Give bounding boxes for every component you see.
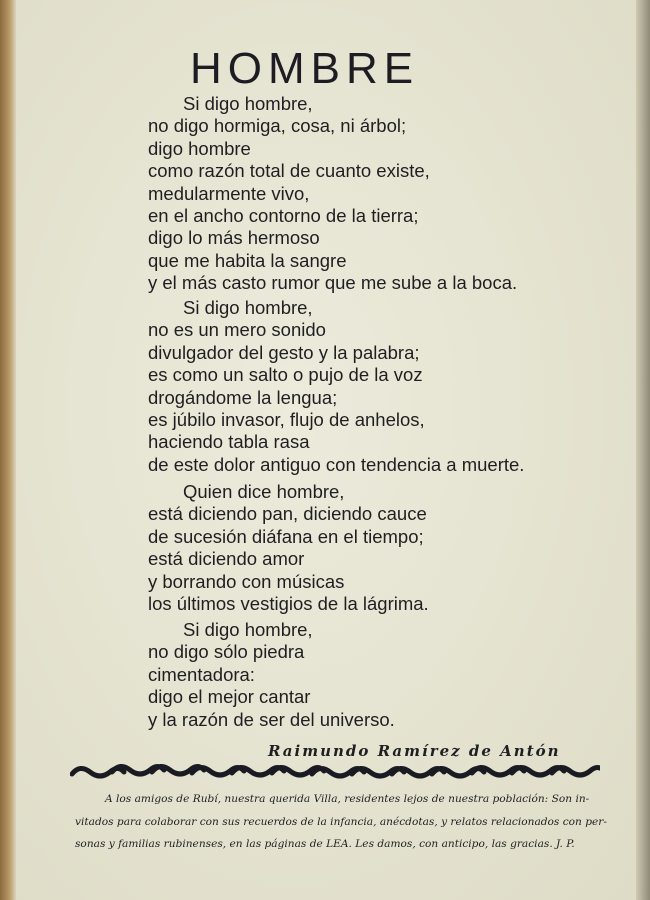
footer-notice: [75, 788, 610, 856]
poem-line: en el ancho contorno de la tierra;: [148, 205, 419, 227]
poem-line: medularmente vivo,: [148, 182, 310, 204]
stanza-3: [148, 481, 429, 615]
poem-line: drogándome la lengua;: [148, 386, 338, 408]
poem-line: no es un mero sonido: [148, 319, 326, 341]
poem-line: Si digo hombre,: [183, 619, 313, 640]
binding-edge: [0, 0, 16, 900]
stanza-4: [148, 619, 395, 731]
poem-line: Si digo hombre,: [183, 297, 313, 318]
poem-line: y la razón de ser del universo.: [148, 708, 395, 730]
poem-line: Si digo hombre,: [183, 93, 313, 114]
poem-line: de este dolor antiguo con tendencia a muerte.: [148, 453, 525, 475]
footer-line: vitados para colaborar con sus recuerdos de la infancia, anécdotas, y relatos relacionados con per-: [75, 815, 607, 828]
poem-line: digo el mejor cantar: [148, 686, 311, 708]
poem-line: que me habita la sangre: [148, 249, 347, 271]
poem-line: digo lo más hermoso: [148, 227, 320, 249]
poem-line: no digo hormiga, cosa, ni árbol;: [148, 115, 407, 137]
poem-line: es júbilo invasor, flujo de anhelos,: [148, 409, 425, 431]
poem-line: no digo sólo piedra: [148, 641, 305, 663]
poem-line: está diciendo amor: [148, 548, 305, 570]
poem-line: divulgador del gesto y la palabra;: [148, 341, 420, 363]
poem-line: de sucesión diáfana en el tiempo;: [148, 525, 424, 547]
poem-title: HOMBRE: [190, 44, 420, 93]
footer-line: A los amigos de Rubí, nuestra querida Villa, residentes lejos de nuestra población: Son in-: [105, 793, 590, 805]
stanza-1: [148, 93, 517, 295]
ornamental-divider: [70, 762, 600, 784]
poem-line: los últimos vestigios de la lágrima.: [148, 593, 429, 615]
footer-line: sonas y familias rubinenses, en las páginas de LEA. Les damos, con anticipo, las gracias. J. P.: [75, 838, 575, 850]
poem-line: como razón total de cuanto existe,: [148, 160, 430, 182]
poem-line: haciendo tabla rasa: [148, 431, 310, 453]
poem-line: y borrando con músicas: [148, 570, 345, 592]
stanza-2: [148, 297, 524, 476]
poem-line: digo hombre: [148, 137, 251, 159]
poem-line: y el más casto rumor que me sube a la boca.: [148, 272, 518, 294]
author-signature: Raimundo Ramírez de Antón: [268, 742, 561, 760]
poem-line: es como un salto o pujo de la voz: [148, 364, 423, 386]
poem-line: Quien dice hombre,: [183, 481, 345, 502]
page-edge: [636, 0, 650, 900]
poem-line: está diciendo pan, diciendo cauce: [148, 503, 427, 525]
poem-line: cimentadora:: [148, 663, 255, 685]
